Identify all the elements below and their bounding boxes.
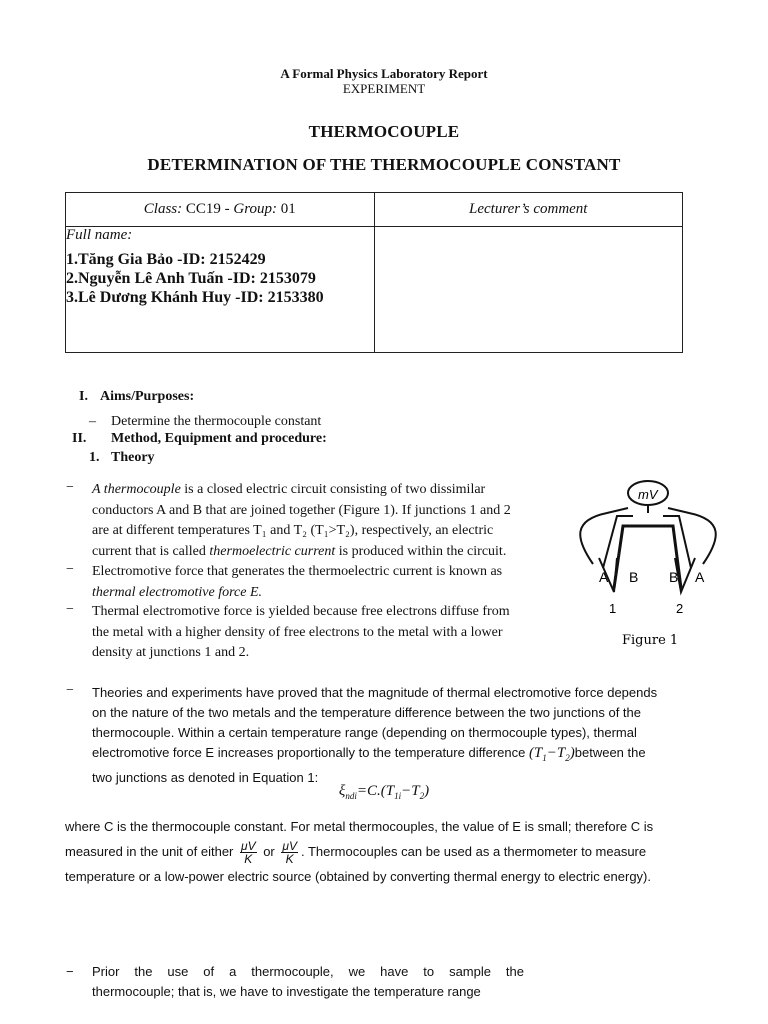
- eq-t2-sub: 2: [419, 791, 425, 801]
- section-2-sub-number: 1.: [89, 450, 100, 465]
- diff-t1-sub: 1: [542, 753, 547, 763]
- sampling-line-1: Prior the use of a thermocouple, we have to sample the: [92, 964, 524, 979]
- section-2-number: II.: [72, 431, 87, 446]
- emf-cause-line-3: density at junctions 1 and 2.: [92, 645, 250, 660]
- report-title: A Formal Physics Laboratory Report: [280, 66, 488, 81]
- emf-cause-line-1: Thermal electromotive force is yielded because free electrons diffuse from: [92, 604, 510, 619]
- members-cell: [66, 227, 375, 353]
- theory-line-4a: electromotive force E increases proportionally to the temperature difference: [92, 745, 529, 760]
- theory-line-5: two junctions as denoted in Equation 1:: [92, 770, 319, 785]
- section-1-title: Aims/Purposes:: [100, 389, 195, 404]
- diff-open: (T: [528, 745, 543, 761]
- unit-2-num: μV: [282, 839, 297, 853]
- left-a-label: A: [599, 569, 609, 585]
- diff-minus: −T: [546, 745, 566, 761]
- right-b-label: B: [669, 569, 679, 585]
- emf-theory-paragraph: [92, 683, 700, 788]
- bullet-glyph: −: [66, 602, 74, 617]
- section-1-number: I.: [79, 389, 88, 404]
- eq-xi-sub: ndi: [345, 791, 357, 801]
- temperature-difference: [529, 745, 575, 761]
- report-subtitle: EXPERIMENT: [342, 81, 426, 96]
- emf-definition: [92, 562, 572, 603]
- theory-line-4: [92, 743, 700, 768]
- unit-1-den: K: [244, 852, 253, 866]
- class-label: Class:: [143, 201, 183, 217]
- eq-minus: −T: [401, 783, 420, 799]
- section-1-bullet-glyph: –: [89, 414, 96, 429]
- emf-line-1: Electromotive force that generates the thermoelectric current is known as: [92, 564, 503, 579]
- group-value: 01: [280, 201, 296, 217]
- junction-1-label: 1: [609, 601, 617, 616]
- thermocouple-term: A thermocouple: [92, 482, 181, 497]
- theory-line-2: on the nature of the two metals and the temperature difference between the two junctions of the: [92, 705, 641, 720]
- constant-line-2: [65, 840, 705, 865]
- theory-line-3: thermocouple. Within a certain temperature range (depending on thermocouple types), thermal: [92, 725, 637, 740]
- eq-xi: ξ: [338, 783, 346, 799]
- eq-t1-sub: 1i: [394, 791, 402, 801]
- class-group-cell: [66, 193, 375, 227]
- member-2: 2.Nguyễn Lê Anh Tuấn -ID: 2153079: [66, 270, 316, 287]
- meter-label: mV: [638, 487, 658, 502]
- eq-close: ): [424, 783, 430, 799]
- member-3: 3.Lê Dương Khánh Huy -ID: 2153380: [66, 289, 324, 306]
- definition-line-3: are at different temperatures T₁ and T₂ (T₁>T₂), respectively, an electric: [92, 523, 494, 538]
- bullet-glyph: −: [66, 683, 74, 698]
- member-1: 1.Tăng Gia Bảo -ID: 2152429: [66, 251, 266, 268]
- class-value: CC19: [185, 201, 221, 217]
- emf-cause: [92, 602, 572, 664]
- constant-line-2b: . Thermocouples can be used as a thermometer to measure: [300, 843, 647, 859]
- constant-line-3: temperature or a low-power electric source (obtained by converting thermal energy to electric energy).: [65, 869, 651, 884]
- thermocouple-definition: [92, 480, 572, 562]
- definition-line-4a: current that is called: [92, 543, 210, 559]
- emf-cause-line-2: the metal with a higher density of free electrons to the metal with a lower: [92, 624, 503, 640]
- bullet-glyph: −: [66, 562, 74, 577]
- eq-rest: =C.(T: [356, 783, 395, 799]
- document-subtitle: DETERMINATION OF THE THERMOCOUPLE CONSTANT: [147, 155, 621, 174]
- diff-t2-sub: 2: [565, 753, 570, 763]
- figure-caption: Figure 1: [622, 633, 679, 648]
- document-title: THERMOCOUPLE: [308, 122, 460, 141]
- constant-paragraph: [65, 817, 705, 887]
- left-b-label: B: [629, 569, 639, 585]
- thermoelectric-current-term: thermoelectric current: [209, 543, 336, 559]
- unit-1-num: μV: [241, 839, 256, 853]
- equation-1: [0, 783, 768, 801]
- junction-2-label: 2: [676, 601, 684, 616]
- unit-fraction-2: [281, 840, 298, 865]
- info-table: [65, 192, 683, 353]
- section-1-bullet: Determine the thermocouple constant: [111, 414, 322, 429]
- constant-line-2a: measured in the unit of either: [65, 843, 237, 859]
- bullet-glyph: −: [66, 964, 74, 979]
- constant-line-1: where C is the thermocouple constant. For metal thermocouples, the value of E is small; therefore C is: [65, 819, 654, 834]
- definition-line-2: conductors A and B that are joined together (Figure 1). If junctions 1 and 2: [92, 502, 511, 518]
- sampling-paragraph: [92, 962, 524, 1002]
- lecturer-comment-cell: [374, 227, 683, 353]
- emf-term: thermal electromotive force E.: [92, 584, 263, 600]
- lecturer-comment-header: Lecturer’s comment: [374, 193, 683, 227]
- unit-fraction-1: [240, 840, 257, 865]
- fullname-label: Full name:: [66, 227, 133, 243]
- theory-line-1: Theories and experiments have proved that the magnitude of thermal electromotive force depends: [92, 685, 658, 700]
- unit-2-den: K: [285, 852, 294, 866]
- definition-line-4b: is produced within the circuit.: [335, 543, 507, 559]
- right-a-label: A: [695, 569, 705, 585]
- section-2-title: Method, Equipment and procedure:: [111, 431, 327, 446]
- thermocouple-figure: [565, 468, 725, 658]
- group-label: Group:: [233, 201, 277, 217]
- sampling-line-2: thermocouple; that is, we have to investigate the temperature range: [92, 984, 481, 999]
- theory-line-4b: between the: [574, 745, 646, 760]
- section-2-sub-title: Theory: [111, 450, 155, 465]
- definition-line-1: is a closed electric circuit consisting of two dissimilar: [180, 482, 486, 497]
- constant-or: or: [259, 843, 279, 859]
- bullet-glyph: −: [66, 480, 74, 495]
- diff-close: ): [569, 745, 575, 761]
- group-separator: -: [220, 201, 234, 217]
